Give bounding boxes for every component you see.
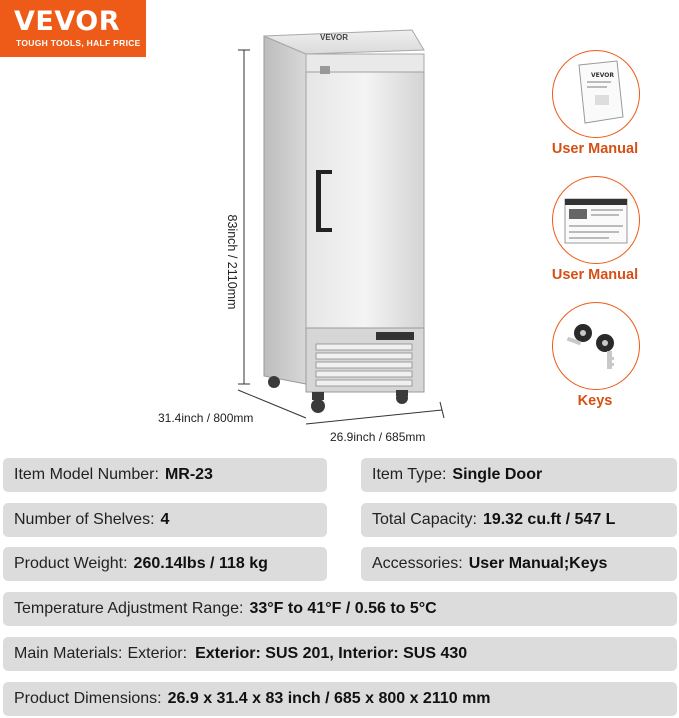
accessory-manual-booklet: [552, 50, 640, 138]
spec-capacity: [361, 503, 677, 537]
accessory-keys: [552, 302, 640, 390]
spec-key: Item Model Number:: [14, 466, 159, 483]
spec-weight: [3, 547, 327, 581]
spec-key: Total Capacity:: [372, 511, 477, 528]
accessory-label-2: User Manual: [551, 267, 639, 283]
spec-temperature-range: [3, 592, 677, 626]
spec-accessories: [361, 547, 677, 581]
accessory-label-1: User Manual: [551, 141, 639, 157]
spec-value: MR-23: [164, 466, 213, 483]
spec-value: User Manual;Keys: [468, 555, 608, 572]
height-dimension: 83inch / 2110mm: [225, 214, 239, 310]
spec-value: Single Door: [452, 466, 543, 483]
spec-value: 4: [160, 511, 170, 528]
accessory-manual-sheet: [552, 176, 640, 264]
spec-subkey: Exterior:: [127, 645, 188, 662]
spec-key: Product Dimensions:: [14, 690, 162, 707]
logo-tagline: TOUGH TOOLS, HALF PRICE: [16, 38, 141, 48]
spec-item-type: [361, 458, 677, 492]
svg-text:VEVOR: VEVOR: [591, 72, 615, 79]
spec-value: 26.9 x 31.4 x 83 inch / 685 x 800 x 2110 mm: [167, 690, 491, 707]
spec-key: Item Type:: [372, 466, 447, 483]
spec-shelves: [3, 503, 327, 537]
spec-model-number: [3, 458, 327, 492]
keys-icon: [553, 303, 639, 389]
logo-wordmark: VEVOR: [14, 6, 121, 37]
door-badge: VEVOR: [320, 33, 349, 42]
spec-value: Exterior: SUS 201, Interior: SUS 430: [195, 645, 468, 662]
spec-key: Temperature Adjustment Range:: [14, 600, 244, 617]
spec-dimensions: [3, 682, 677, 716]
spec-key: Number of Shelves:: [14, 511, 155, 528]
manual-booklet-icon: [553, 51, 639, 137]
spec-materials: [3, 637, 677, 671]
spec-value: 260.14lbs / 118 kg: [133, 555, 268, 572]
spec-key: Accessories:: [372, 555, 463, 572]
width-dimension: 26.9inch / 685mm: [330, 430, 426, 444]
spec-value: 19.32 cu.ft / 547 L: [482, 511, 616, 528]
accessory-label-3: Keys: [577, 393, 613, 409]
manual-sheet-icon: [553, 177, 639, 263]
spec-key: Product Weight:: [14, 555, 128, 572]
depth-dimension: 31.4inch / 800mm: [158, 411, 254, 425]
spec-key: Main Materials:: [14, 645, 123, 662]
spec-value: 33°F to 41°F / 0.56 to 5°C: [249, 600, 437, 617]
